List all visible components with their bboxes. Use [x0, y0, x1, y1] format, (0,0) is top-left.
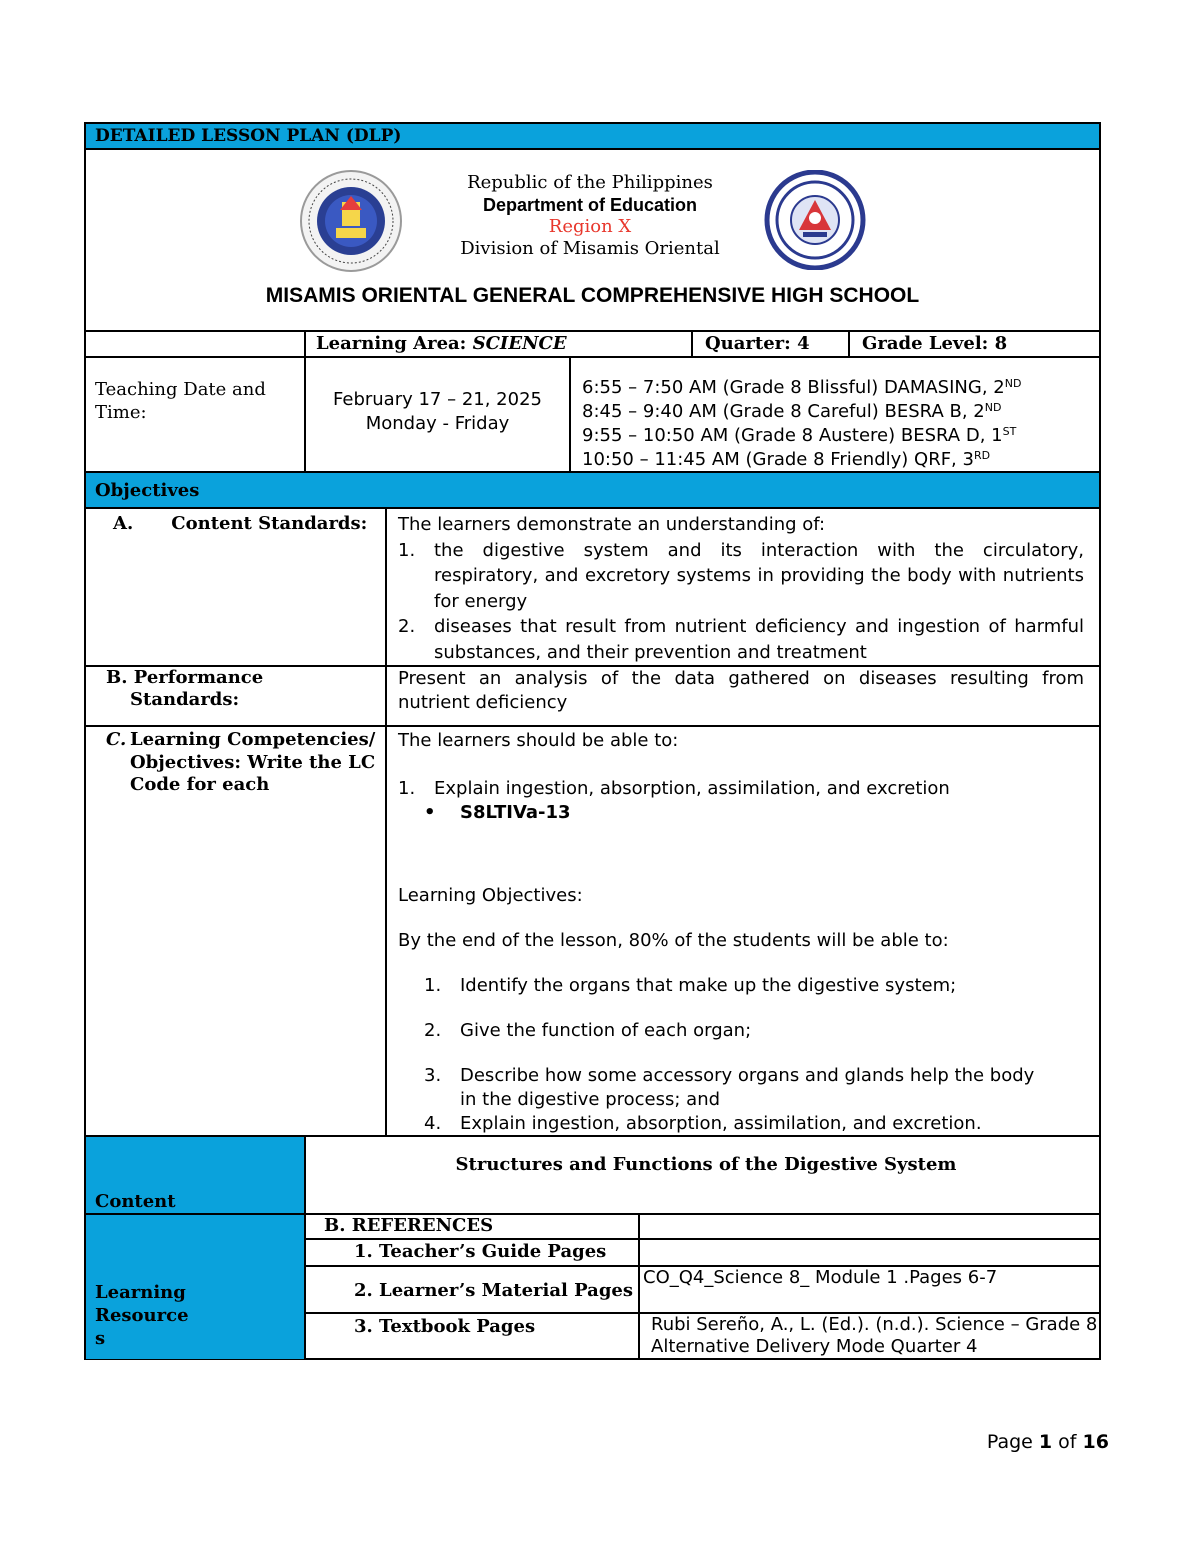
- list-item: 4. Explain ingestion, absorption, assimilation, and excretion.: [424, 1113, 982, 1134]
- content-title: Structures and Functions of the Digestive System: [455, 1154, 957, 1175]
- learning-area-value: SCIENCE: [472, 333, 567, 354]
- competencies-label: C. Learning Competencies/ Objectives: Write the LC Code for each: [106, 729, 376, 795]
- department-line: Department of Education: [482, 195, 697, 215]
- schedule-item: 9:55 – 10:50 AM (Grade 8 Austere) BESRA D, 1ST: [582, 425, 1017, 446]
- lo-list: [398, 974, 1044, 1136]
- school-name: MISAMIS ORIENTAL GENERAL COMPREHENSIVE HIGH SCHOOL: [265, 284, 920, 307]
- ref-textbook-value: Rubi Sereño, A., L. (Ed.). (n.d.). Science – Grade 8 Alternative Delivery Mode Quarter 4: [651, 1314, 1098, 1357]
- teaching-days: Monday - Friday: [365, 413, 510, 434]
- performance-standards-text: Present an analysis of the data gathered on diseases resulting from nutrient deficiency: [398, 668, 1084, 713]
- list-item: 1. the digestive system and its interaction with the circulatory, respiratory, and excretory systems in providing the body with nutrients for energy: [398, 539, 1084, 612]
- learning-area-label: Learning Area:: [316, 333, 467, 354]
- schedule-list: [582, 376, 1097, 472]
- content-standards-intro: The learners demonstrate an understanding of:: [398, 514, 826, 535]
- deped-seal: [300, 170, 402, 272]
- teaching-date-range: February 17 – 21, 2025: [333, 389, 542, 410]
- list-item: 3. Describe how some accessory organs and glands help the body in the digestive process; and: [424, 1065, 1035, 1110]
- objectives-bar: [86, 473, 1099, 507]
- content-standards-label: A. Content Standards:: [113, 513, 368, 534]
- content-standards-text: [398, 512, 1084, 665]
- references-heading: B. REFERENCES: [324, 1215, 494, 1236]
- school-seal-icon: [763, 170, 868, 270]
- schedule-item: 8:45 – 9:40 AM (Grade 8 Careful) BESRA B, 2ND: [582, 401, 1002, 422]
- schedule-item: 6:55 – 7:50 AM (Grade 8 Blissful) DAMASING, 2ND: [582, 377, 1022, 398]
- list-item: 1. Explain ingestion, absorption, assimilation, and excretion: [398, 778, 950, 799]
- deped-seal-icon: [300, 170, 402, 272]
- school-seal: [763, 170, 868, 270]
- lo-intro: By the end of the lesson, 80% of the students will be able to:: [398, 930, 949, 951]
- teaching-label: Teaching Date and Time:: [95, 379, 266, 423]
- region-line: Region X: [548, 216, 632, 237]
- teaching-date: [306, 388, 569, 436]
- list-item: 2. Give the function of each organ;: [424, 1020, 752, 1041]
- ref-learners-material: 2. Learner’s Material Pages: [354, 1280, 633, 1301]
- learning-area: [316, 333, 567, 355]
- resources-label: Learning Resources: [95, 1282, 189, 1349]
- ref-teachers-guide: 1. Teacher’s Guide Pages: [354, 1241, 607, 1262]
- lo-heading: Learning Objectives:: [398, 885, 583, 906]
- division-line: Division of Misamis Oriental: [460, 238, 720, 259]
- lc-code: • S8LTIVa-13: [424, 802, 571, 823]
- republic-line: Republic of the Philippines: [467, 172, 713, 193]
- objectives-heading: Objectives: [95, 480, 200, 501]
- quarter: Quarter: 4: [705, 333, 810, 354]
- grade-level: Grade Level: 8: [862, 333, 1008, 354]
- page-number: Page 1 of 16: [986, 1431, 1109, 1453]
- competencies-text: [398, 729, 1084, 1136]
- list-item: 2. diseases that result from nutrient deficiency and ingestion of harmful substances, and their prevention and treatment: [398, 616, 1084, 663]
- content-label: Content: [95, 1191, 176, 1212]
- ref-learners-material-value: CO_Q4_Science 8_ Module 1 .Pages 6-7: [643, 1267, 998, 1288]
- header-text: [420, 172, 760, 260]
- ref-textbook: 3. Textbook Pages: [354, 1316, 536, 1337]
- performance-standards-label: B. Performance Standards:: [106, 667, 264, 710]
- schedule-item: 10:50 – 11:45 AM (Grade 8 Friendly) QRF, 3RD: [582, 449, 991, 470]
- competencies-intro: The learners should be able to:: [398, 730, 679, 751]
- list-item: 1. Identify the organs that make up the digestive system;: [424, 975, 957, 996]
- document-title: DETAILED LESSON PLAN (DLP): [95, 126, 402, 146]
